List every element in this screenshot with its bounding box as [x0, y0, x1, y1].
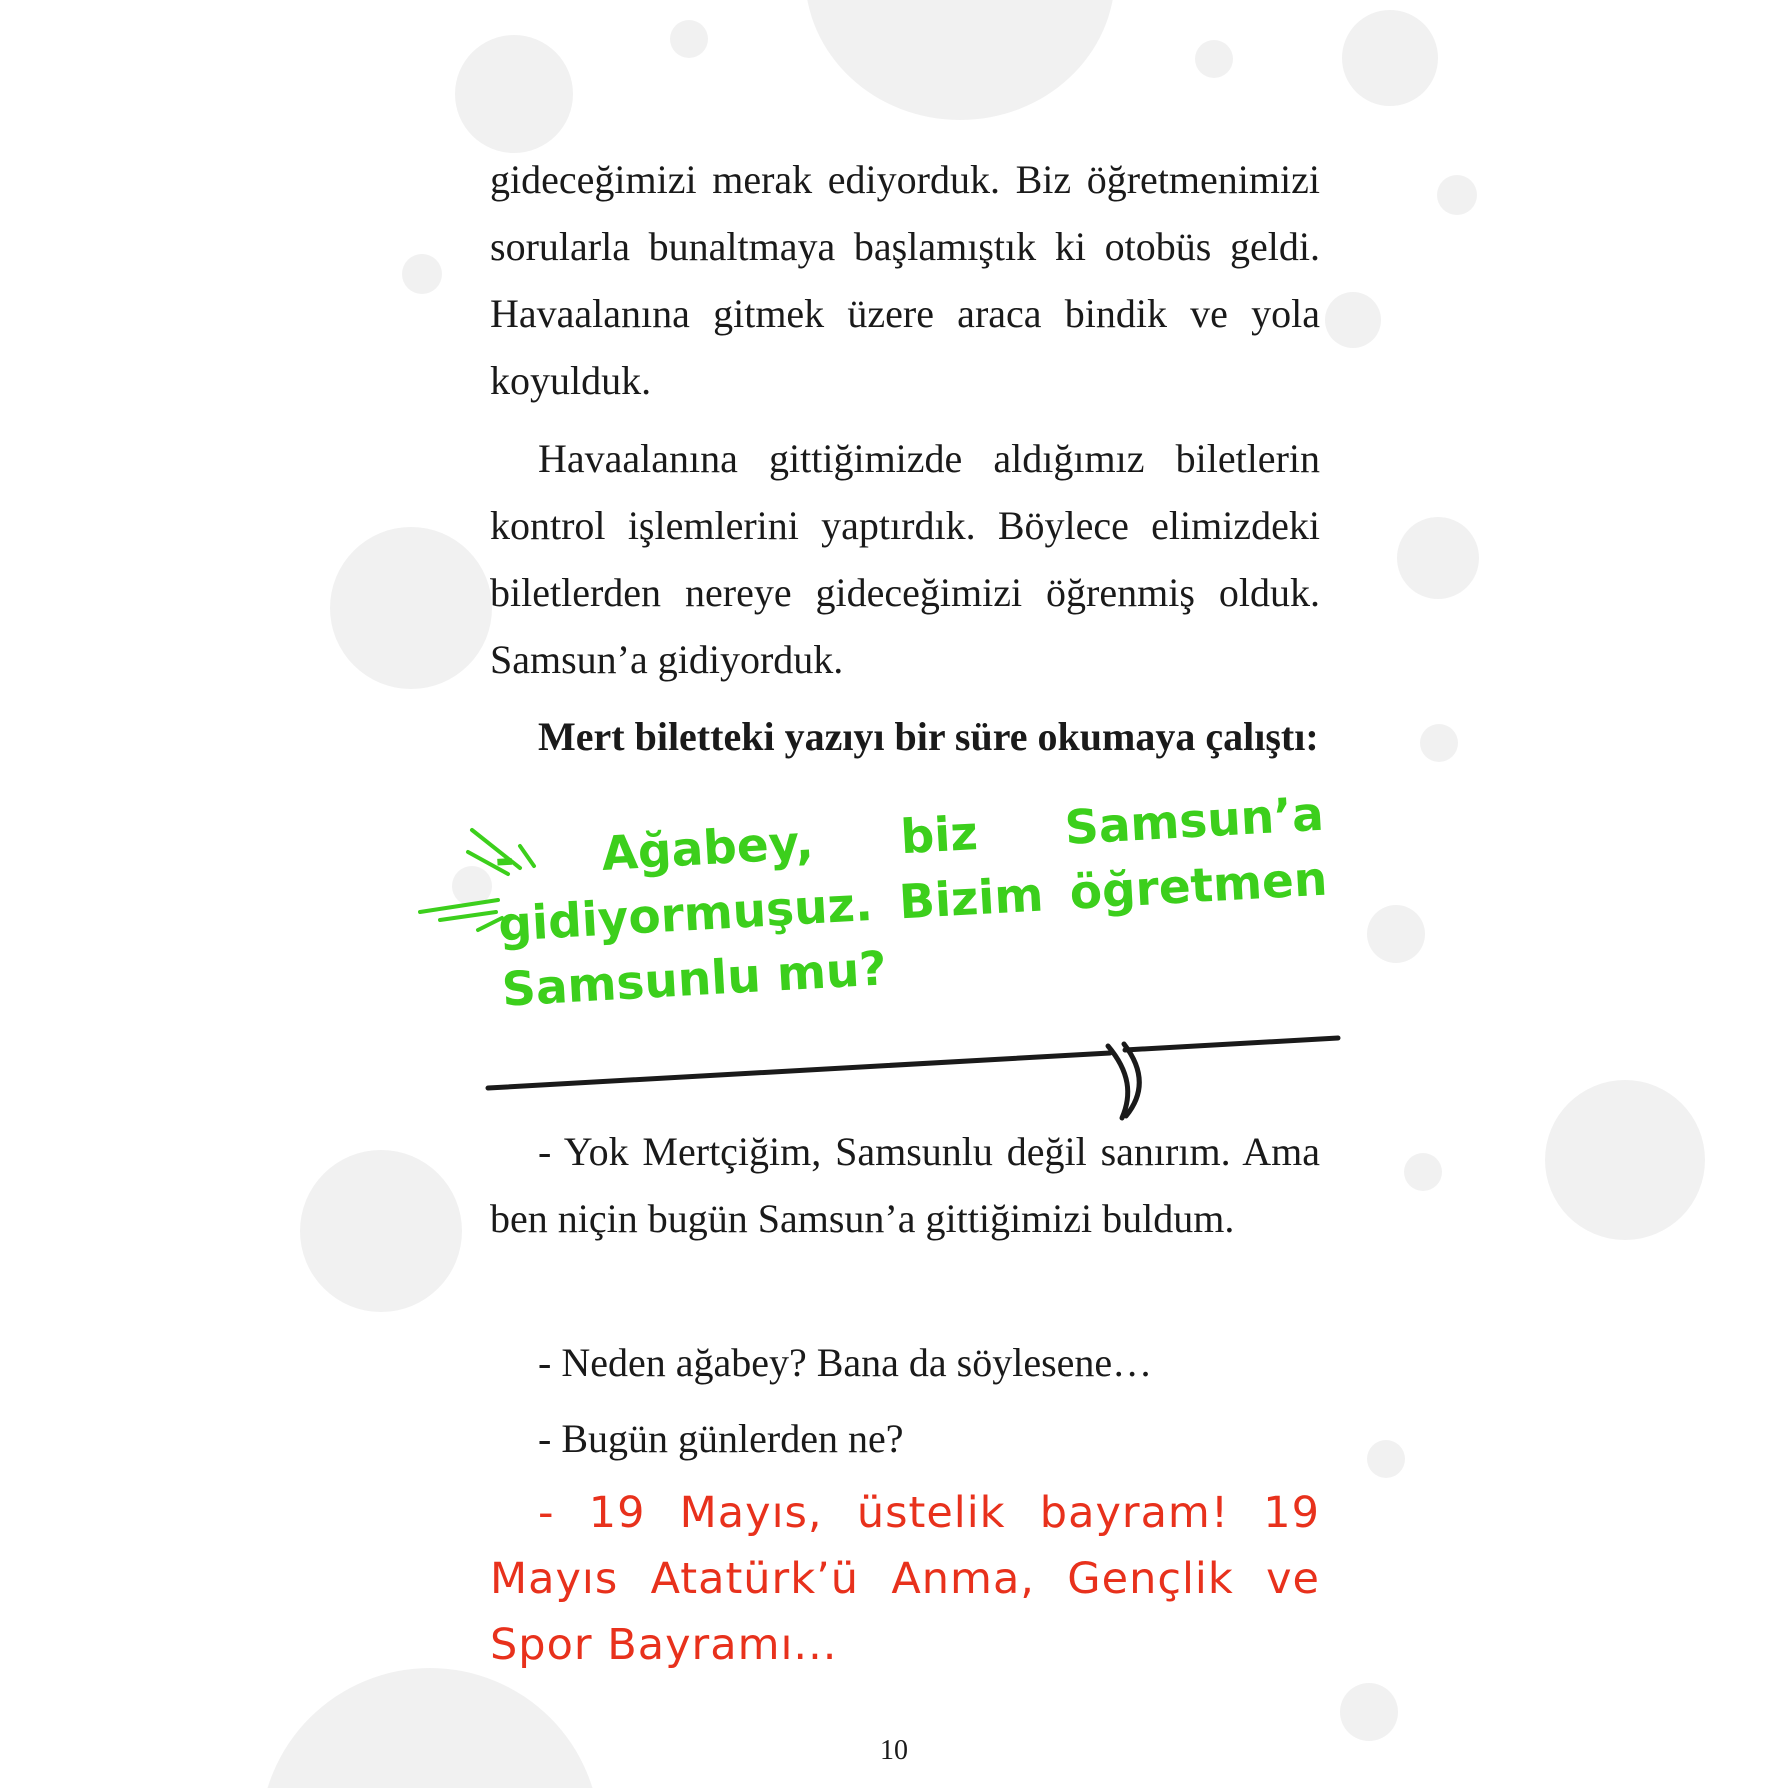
page-number: 10 — [880, 1735, 908, 1766]
red-highlight-answer: - 19 Mayıs, üstelik bayram! 19 Mayıs Atatürk’ü Anma, Gençlik ve Spor Bayramı... — [490, 1488, 1320, 1670]
paragraph-2: Havaalanına gittiğimizde aldığımız biletlerin kontrol işlemlerini yaptırdık. Böylece elimizdeki biletlerden nereye gideceğimizi öğrenmiş olduk. Samsun’a gidiyorduk. — [490, 436, 1320, 682]
paragraph-3: Mert biletteki yazıyı bir süre okumaya çalıştı: — [538, 714, 1319, 759]
green-highlight-quote: - Ağabey, biz Samsun’a gidiyormuşuz. Bizim öğretmen Samsunlu mu? — [493, 786, 1329, 1018]
paragraph-1: gideceğimizi merak ediyorduk. Biz öğretmenimizi sorularla bunaltmaya başlamıştık ki otobüs geldi. Havaalanına gitmek üzere araca bindik ve yola koyulduk. — [490, 157, 1320, 403]
burst-lines-icon — [420, 830, 534, 930]
torn-divider-line — [488, 1038, 1338, 1118]
paragraph-6: - Bugün günlerden ne? — [538, 1416, 904, 1461]
paragraph-4: - Yok Mertçiğim, Samsunlu değil sanırım. Ama ben niçin bugün Samsun’a gittiğimizi buldum. — [490, 1129, 1320, 1241]
paragraph-5: - Neden ağabey? Bana da söylesene… — [538, 1340, 1153, 1385]
